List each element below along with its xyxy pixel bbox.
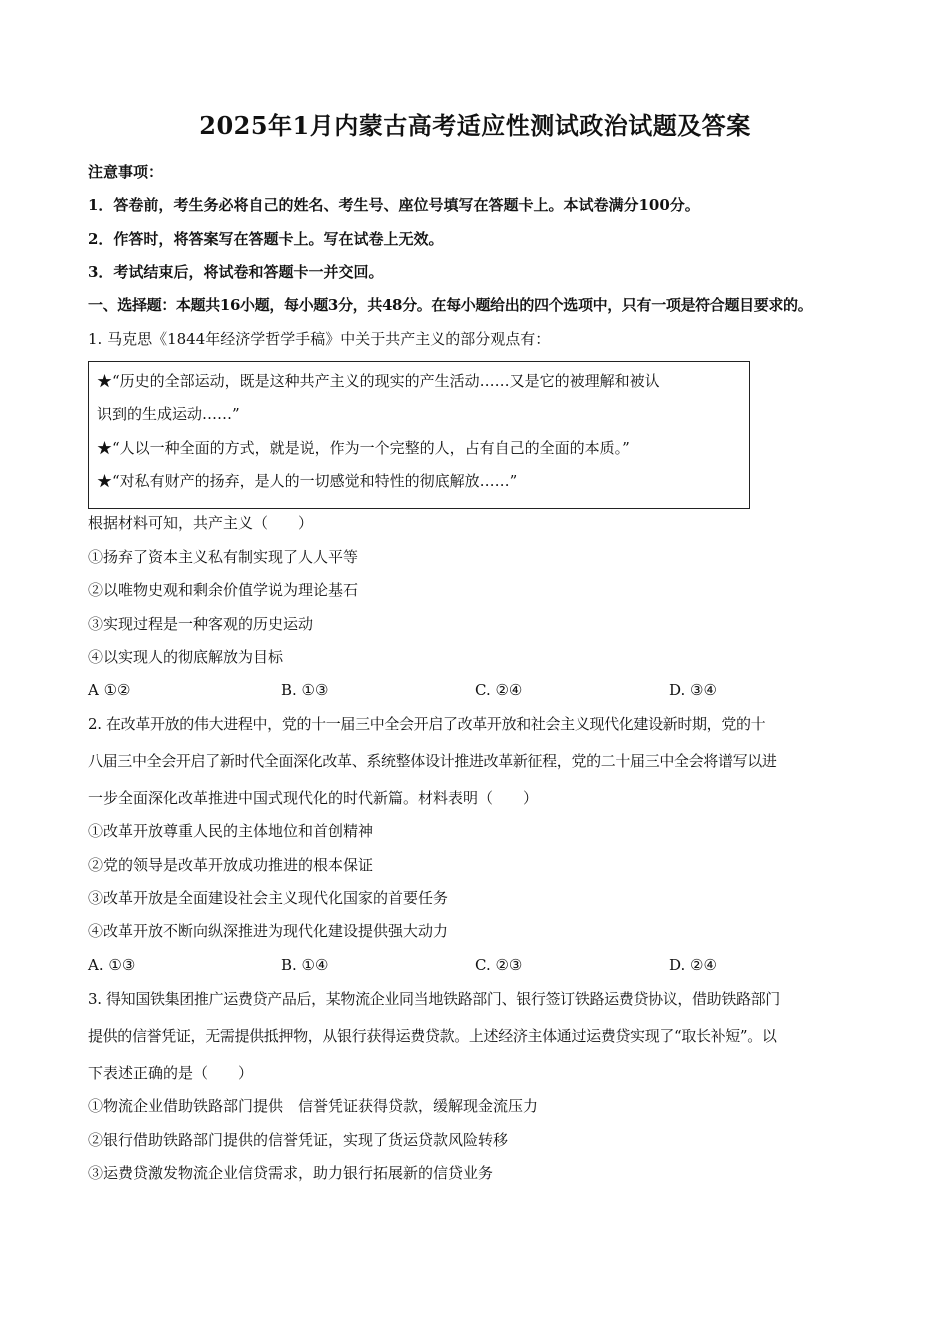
q2-statement: ④改革开放不断向纵深推进为现代化建设提供强大动力 — [88, 922, 449, 940]
q2-option-a[interactable]: A. ①③ — [88, 956, 136, 974]
q3-stem: 3. 得知国铁集团推广运费贷产品后，某物流企业同当地铁路部门、银行签订铁路运费贷协议，借助铁路部门 — [88, 990, 780, 1008]
section-heading: 一、选择题：本题共16小题，每小题3分，共48分。在每小题给出的四个选项中，只有一项是符合题目要求的。 — [88, 296, 813, 314]
q2-option-c[interactable]: C. ②③ — [475, 956, 523, 974]
notice-item: 1．答卷前，考生务必将自己的姓名、考生号、座位号填写在答题卡上。本试卷满分100分。 — [88, 196, 700, 214]
q1-statement: ②以唯物史观和剩余价值学说为理论基石 — [88, 581, 359, 599]
q1-option-a[interactable]: A ①② — [88, 681, 131, 699]
q2-statement: ①改革开放尊重人民的主体地位和首创精神 — [88, 822, 374, 840]
q1-question: 根据材料可知，共产主义（ ） — [88, 514, 314, 532]
page-title: 2025年1月内蒙古高考适应性测试政治试题及答案 — [199, 111, 751, 140]
q1-option-c[interactable]: C. ②④ — [475, 681, 523, 699]
q2-option-b[interactable]: B. ①④ — [281, 956, 329, 974]
quote-line: ★“人以一种全面的方式，就是说，作为一个完整的人，占有自己的全面的本质。” — [97, 439, 630, 457]
q3-stem: 提供的信誉凭证，无需提供抵押物，从银行获得运费贷款。上述经济主体通过运费贷实现了“取长补短”。以 — [88, 1027, 777, 1045]
notice-heading: 注意事项： — [88, 163, 164, 181]
q1-statement: ④以实现人的彻底解放为目标 — [88, 648, 284, 666]
q2-stem: 一步全面深化改革推进中国式现代化的时代新篇。材料表明（ ） — [88, 789, 539, 807]
q2-stem: 2. 在改革开放的伟大进程中，党的十一届三中全会开启了改革开放和社会主义现代化建设新时期，党的十 — [88, 715, 766, 733]
q1-option-b[interactable]: B. ①③ — [281, 681, 329, 699]
q3-statement: ②银行借助铁路部门提供的信誉凭证，实现了货运贷款风险转移 — [88, 1131, 509, 1149]
q3-stem: 下表述正确的是（ ） — [88, 1064, 254, 1082]
q1-option-d[interactable]: D. ③④ — [669, 681, 717, 699]
q2-option-d[interactable]: D. ②④ — [669, 956, 717, 974]
quote-line: 识到的生成运动……” — [97, 405, 240, 423]
q1-statement: ③实现过程是一种客观的历史运动 — [88, 615, 314, 633]
quote-line: ★“历史的全部运动，既是这种共产主义的现实的产生活动……又是它的被理解和被认 — [97, 372, 660, 390]
q2-stem: 八届三中全会开启了新时代全面深化改革、系统整体设计推进改革新征程，党的二十届三中全会将谱写以进 — [88, 752, 777, 770]
q1-statement: ①扬弃了资本主义私有制实现了人人平等 — [88, 548, 359, 566]
q3-statement: ①物流企业借助铁路部门提供 信誉凭证获得贷款，缓解现金流压力 — [88, 1097, 539, 1115]
quote-line: ★“对私有财产的扬弃，是人的一切感觉和特性的彻底解放……” — [97, 472, 518, 490]
q2-statement: ③改革开放是全面建设社会主义现代化国家的首要任务 — [88, 889, 449, 907]
notice-item: 3．考试结束后，将试卷和答题卡一并交回。 — [88, 263, 384, 281]
q1-stem: 1. 马克思《1844年经济学哲学手稿》中关于共产主义的部分观点有： — [88, 330, 551, 348]
notice-item: 2．作答时，将答案写在答题卡上。写在试卷上无效。 — [88, 230, 444, 248]
quote-box — [88, 361, 750, 509]
q3-statement: ③运费贷激发物流企业信贷需求，助力银行拓展新的信贷业务 — [88, 1164, 494, 1182]
q2-statement: ②党的领导是改革开放成功推进的根本保证 — [88, 856, 374, 874]
